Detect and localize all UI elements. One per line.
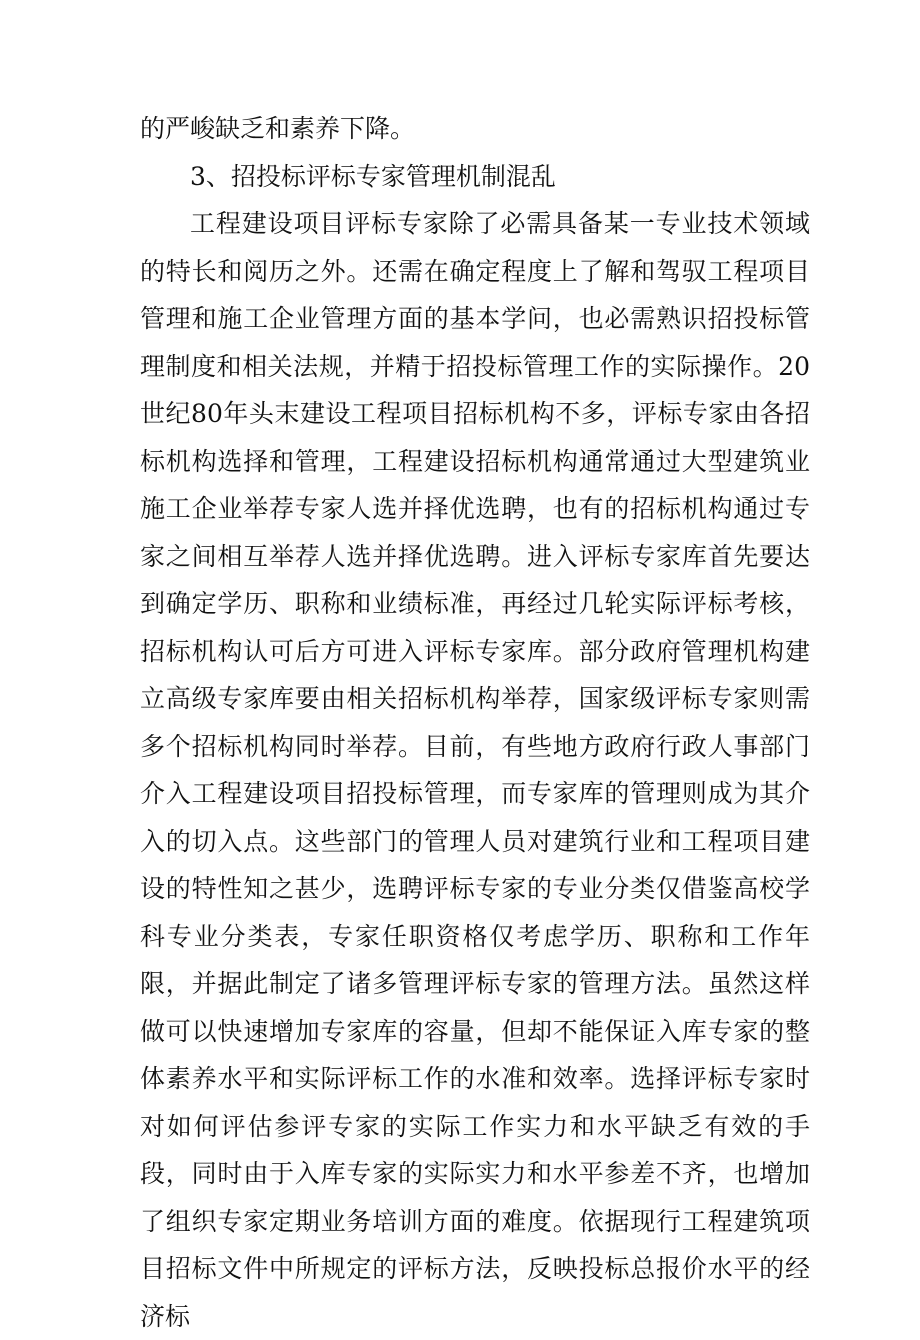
body-paragraph: 工程建设项目评标专家除了必需具备某一专业技术领域的特长和阅历之外。还需在确定程度上了解和驾驭工程项目管理和施工企业管理方面的基本学问，也必需熟识招投标管理制度和相关法规，并精于招投标管理工作的实际操作。20世纪80年头末建设工程项目招标机构不多，评标专家由各招标机构选择和管理，工程建设招标机构通常通过大型建筑业施工企业举荐专家人选并择优选聘，也有的招标机构通过专家之间相互举荐人选并择优选聘。进入评标专家库首先要达到确定学历、职称和业绩标准，再经过几轮实际评标考核，招标机构认可后方可进入评标专家库。部分政府管理机构建立高级专家库要由相关招标机构举荐，国家级评标专家则需多个招标机构同时举荐。目前，有些地方政府行政人事部门介入工程建设项目招投标管理，而专家库的管理则成为其介入的切入点。这些部门的管理人员对建筑行业和工程项目建设的特性知之甚少，选聘评标专家的专业分类仅借鉴高校学科专业分类表，专家任职资格仅考虑学历、职称和工作年限，并据此制定了诸多管理评标专家的管理方法。虽然这样做可以快速增加专家库的容量，但却不能保证入库专家的整体素养水平和实际评标工作的水准和效率。选择评标专家时对如何评估参评专家的实际工作实力和水平缺乏有效的手段，同时由于入库专家的实际实力和水平参差不齐，也增加了组织专家定期业务培训方面的难度。依据现行工程建筑项目招标文件中所规定的评标方法，反映投标总报价水平的经济标 bbox=[140, 209, 810, 1331]
continuation-text: 的严峻缺乏和素养下降。 bbox=[140, 114, 416, 143]
section-heading: 3、招投标评标专家管理机制混乱 bbox=[190, 161, 556, 191]
document-page bbox=[140, 105, 810, 1340]
